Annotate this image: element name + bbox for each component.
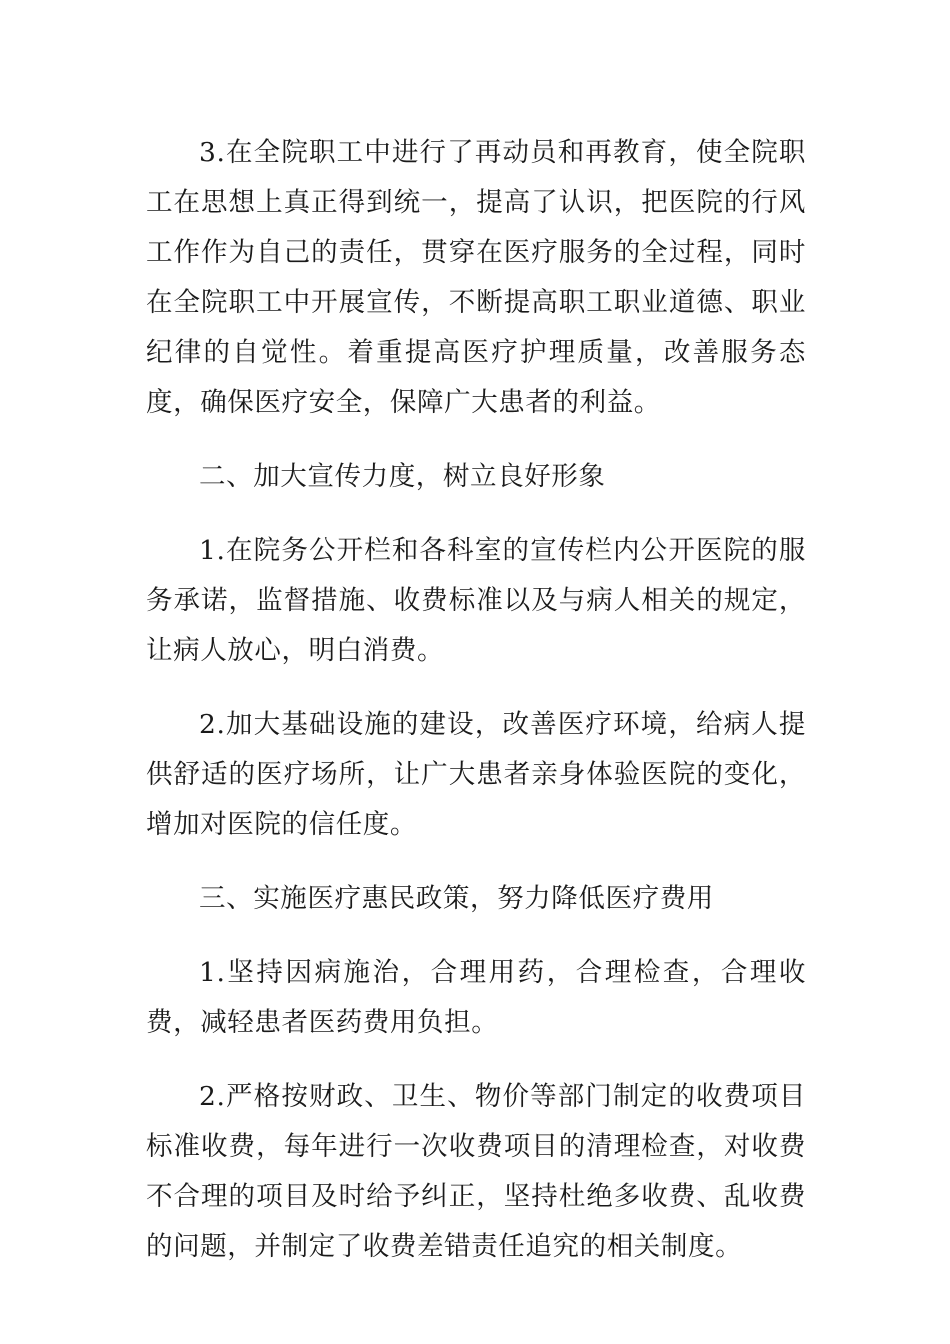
document-body (146, 128, 806, 1272)
paragraph-staff-education: 3.在全院职工中进行了再动员和再教育，使全院职工在思想上真正得到统一，提高了认识，把医院的行风工作作为自己的责任，贯穿在医疗服务的全过程，同时在全院职工中开展宣传，不断提高职工职业道德、职业纪律的自觉性。着重提高医疗护理质量，改善服务态度，确保医疗安全，保障广大患者的利益。 (146, 137, 806, 418)
section-heading-publicity: 二、加大宣传力度，树立良好形象 (199, 461, 606, 492)
paragraph-public-notice: 1.在院务公开栏和各科室的宣传栏内公开医院的服务承诺，监督措施、收费标准以及与病人相关的规定，让病人放心，明白消费。 (146, 535, 806, 666)
paragraph-infrastructure: 2.加大基础设施的建设，改善医疗环境，给病人提供舒适的医疗场所，让广大患者亲身体验医院的变化，增加对医院的信任度。 (146, 709, 806, 840)
section-heading-benefit-policy: 三、实施医疗惠民政策，努力降低医疗费用 (199, 883, 714, 914)
paragraph-reasonable-treatment: 1.坚持因病施治，合理用药，合理检查，合理收费，减轻患者医药费用负担。 (146, 957, 806, 1038)
paragraph-fee-standards: 2.严格按财政、卫生、物价等部门制定的收费项目标准收费，每年进行一次收费项目的清理检查，对收费不合理的项目及时给予纠正，坚持杜绝多收费、乱收费的问题，并制定了收费差错责任追究的相关制度。 (146, 1081, 806, 1262)
